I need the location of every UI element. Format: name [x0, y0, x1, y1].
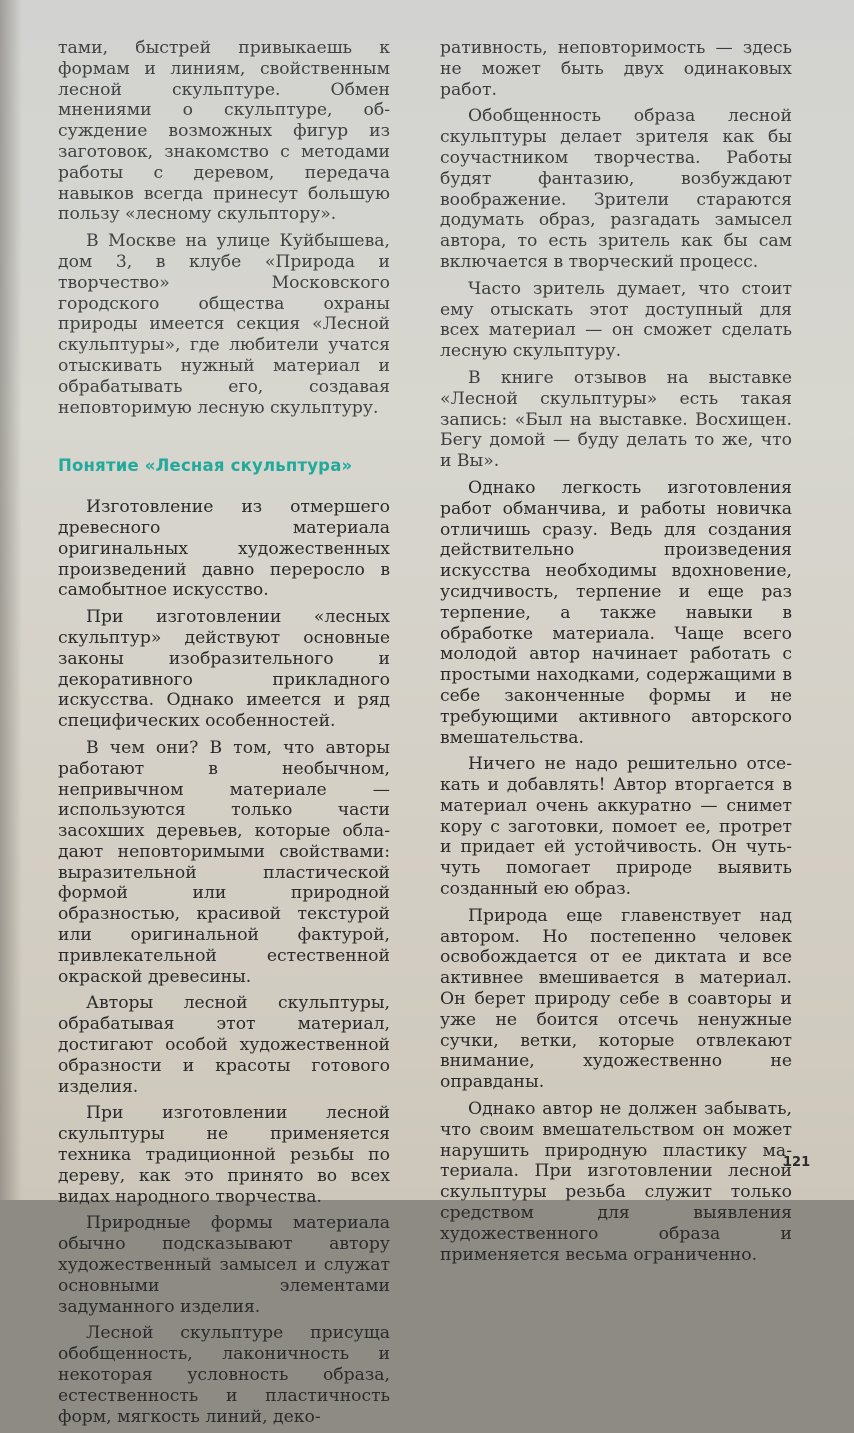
section-heading: Понятие «Лесная скульптура» — [58, 456, 353, 476]
paragraph: Авторы лесной скульптуры, обрабатывая этот материал, достигают особой художественной образности и красоты готового изделия. — [58, 993, 390, 1097]
paragraph: Изготовление из отмершего древесного материала оригинальных художественных произведений давно переросло в самобытное искусство. — [58, 497, 390, 601]
paragraph: В Москве на улице Куйбышева, дом 3, в клубе «Природа и творчество» Московского городского общества охраны природы имеется секция «Лесной скульптуры», где любители учатся отыскивать нужный материал и обрабатывать его, создавая неповторимую лесную скульптуру. — [58, 231, 390, 418]
paragraph: Однако легкость изготовления работ обманчива, и работы новичка отличишь сразу. Ведь для создания действительно произведения искусства необходимы вдохновение, усидчивость, терпение и еще раз терпение, а также навыки в обработке материала. Чаще всего молодой автор начинает работать с простыми находками, содержащими в себе законченные формы и не требующими активного авторского вмешательства. — [440, 477, 792, 748]
right-body-text — [440, 478, 792, 1265]
left-body-text — [58, 497, 390, 1427]
paragraph: Природа еще главенствует над автором. Но постепенно человек освобождается от ее диктата и все активнее вмешивается в материал. Он берет природу себе в соавторы и уже не боится отсечь ненужные сучки, ветки, которые отвлекают внимание, художественно не оправданы. — [440, 905, 792, 1093]
right-intro-text — [440, 38, 792, 472]
paragraph: ративность, неповторимость — здесь не может быть двух одинаковых работ. — [440, 38, 792, 100]
paragraph: При изготовлении «лесных скульптур» действуют основные законы изобразительного и декоративного прикладного искусства. Однако имеется и ряд специфических особенностей. — [58, 607, 390, 732]
page-number: 121 — [783, 1155, 811, 1170]
paragraph: Ничего не надо решительно отсекать и добавлять! Автор вторгается в материал очень аккуратно — снимет кору с заготовки, помоет ее, протрет и придает ей устойчивость. Он чуть-чуть помогает природе выявить созданный ею образ. — [440, 754, 792, 900]
paragraph: тами, быстрей привыкаешь к формам и линиям, свойственным лесной скульптуре. Обмен мнениями о скульптуре, обсуждение возможных фигур из заготовок, знакомство с методами работы с деревом, передача навыков всегда принесут большую пользу «лесному скульптору». — [58, 38, 390, 225]
paragraph: В книге отзывов на выставке «Лесной скульптуры» есть такая запись: «Был на выставке. Восхищен. Бегу домой — буду делать то же, что и Вы». — [440, 367, 792, 472]
paragraph: При изготовлении лесной скульптуры не применяется техника традиционной резьбы по дереву, как это принято во всех видах народного творчества. — [58, 1103, 390, 1207]
left-intro-text — [58, 38, 390, 418]
spine-shadow — [0, 0, 22, 1200]
left-column — [58, 38, 390, 1433]
paragraph: Часто зритель думает, что стоит ему отыскать этот доступный для всех материал — он сможет сделать лесную скульптуру. — [440, 278, 792, 362]
paragraph: Однако автор не должен забывать, что своим вмешательством он может нарушить природную пластику материала. При изготовлении лесной скульптуры резьба служит только средством для выявления художественного образа и применяется весьма ограниченно. — [440, 1099, 792, 1265]
paragraph: Лесной скульптуре присуща обобщенность, лаконичность и некоторая условность образа, естественность и пластичность форм, мягкость линий, деко- — [58, 1323, 390, 1427]
paragraph: В чем они? В том, что авторы работают в необычном, непривычном материале — используются только части засохших деревьев, которые обладают неповторимыми свойствами: выразительной пластической формой или природной образностью, красивой текстурой или оригинальной фактурой, привлекательной естественной окраской древесины. — [58, 737, 390, 987]
paragraph: Природные формы материала обычно подсказывают автору художественный замысел и служат основными элементами задуманного изделия. — [58, 1213, 390, 1317]
paragraph: Обобщенность образа лесной скульптуры делает зрителя как бы соучастником творчества. Работы будят фантазию, возбуждают воображение. Зрители стараются додумать образ, разгадать замысел автора, то есть зритель как бы сам включается в творческий процесс. — [440, 106, 792, 272]
right-column — [440, 38, 792, 1271]
